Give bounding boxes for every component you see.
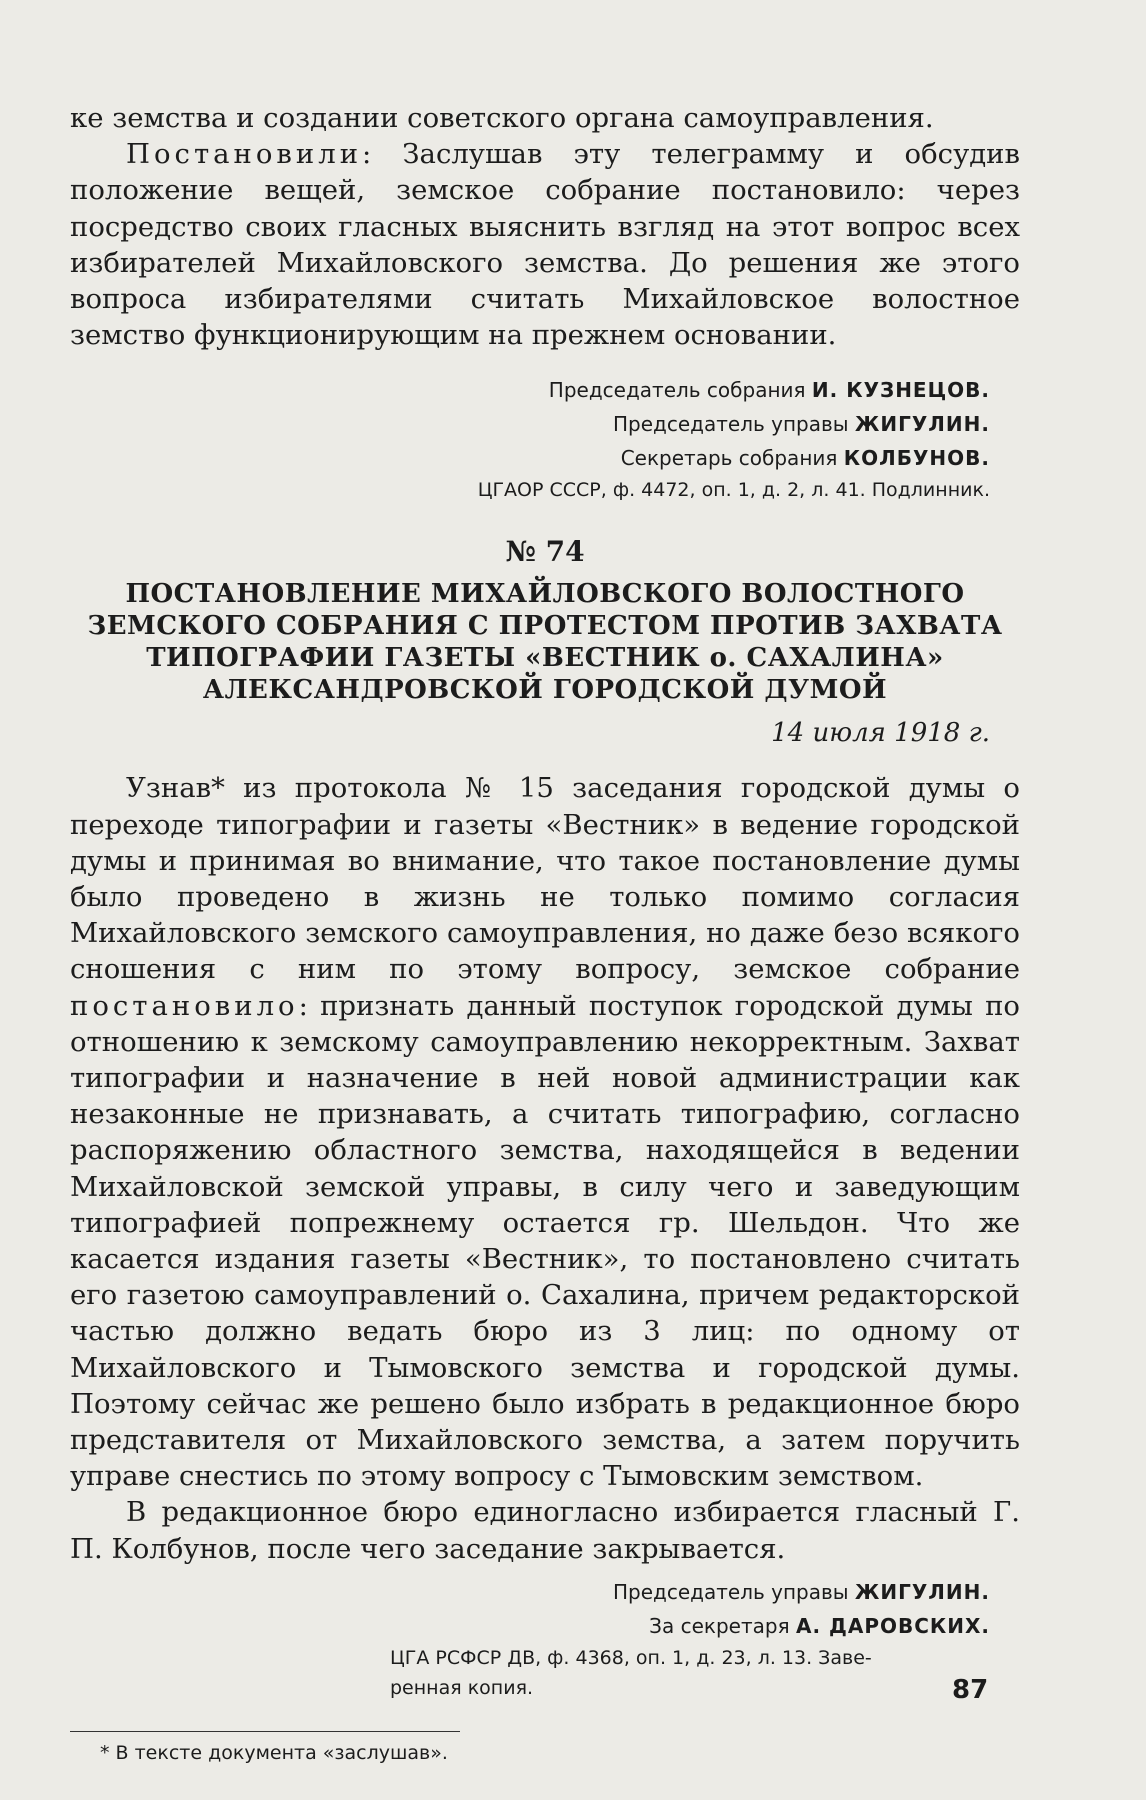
main-paragraph: Узнав* из протокола № 15 заседания городской думы о переходе типографии и газеты «Вестник» в ведение городской думы и принимая во внимание, что такое постановление думы было проведено в жизнь не только помимо согласия Михайловского земского самоуправления, но даже безо всякого сношения с ним по этому вопросу, земское собрание постановило: признать данный поступок городской думы по отношению к земскому самоуправлению некорректным. Захват типографии и назначение в ней новой администрации как незаконные не признавать, а считать типографию, согласно распоряжению областного земства, находящейся в ведении Михайловской земской управы, в силу чего и заведующим типографией попрежнему остается гр. Шельдон. Что же касается издания газеты «Вестник», то постановлено считать его газетою самоуправлений о. Сахалина, причем редакторской частью должно ведать бюро из 3 лиц: по одному от Михайловского и Тымовского земства и городской думы. Поэтому сейчас же решено было избрать в редакционное бюро представителя от Михайловского земства, а затем поручить управе снестись по этому вопросу с Тымовским земством.: [70, 772, 1020, 1493]
signature-line: За секретаря А. ДАРОВСКИХ.: [649, 1613, 990, 1638]
closing-paragraph: В редакционное бюро единогласно избирается гласный Г. П. Колбунов, после чего заседание закрывается.: [70, 1496, 1020, 1565]
signature-line: Секретарь собрания КОЛБУНОВ.: [620, 446, 990, 471]
page-number: 87: [952, 1675, 989, 1705]
document-page: [70, 100, 1020, 1764]
resolution-keyword: Постановили: [126, 138, 363, 171]
signature-block-2: [70, 1575, 1020, 1643]
continuation-line: ке земства и создании советского органа самоуправления.: [70, 102, 934, 134]
document-date: 14 июля 1918 г.: [771, 718, 990, 749]
signature-line: Председатель собрания И. КУЗНЕЦОВ.: [548, 378, 990, 403]
footnote-divider: [70, 1731, 460, 1732]
document-number: № 74: [505, 535, 585, 569]
archive-reference-2: ЦГА РСФСР ДВ, ф. 4368, оп. 1, д. 23, л. 13. Заве- ренная копия.: [390, 1646, 872, 1699]
signature-line: Председатель управы ЖИГУЛИН.: [612, 1579, 990, 1604]
signature-line: Председатель управы ЖИГУЛИН.: [612, 412, 990, 437]
footnote: * В тексте документа «заслушав».: [100, 1741, 448, 1764]
resolution-text: : Заслушав эту телеграмму и обсудив положение вещей, земское собрание постановило: через посредство своих гласных выяснить взгляд на этот вопрос всех избирателей Михайловского земства. До решения же этого вопроса избирателями считать Михайловское волостное земство функционирующим на прежнем основании.: [70, 138, 1020, 352]
signature-block-1: [70, 373, 1020, 505]
document-title: ПОСТАНОВЛЕНИЕ МИХАЙЛОВСКОГО ВОЛОСТНОГО ЗЕМСКОГО СОБРАНИЯ С ПРОТЕСТОМ ПРОТИВ ЗАХВАТА ТИПОГРАФИИ ГАЗЕТЫ «ВЕСТНИК о. САХАЛИНА» АЛЕКСАНДРОВСКОЙ ГОРОДСКОЙ ДУМОЙ: [87, 579, 1003, 706]
archive-reference-1: ЦГАОР СССР, ф. 4472, оп. 1, д. 2, л. 41. Подлинник.: [477, 479, 990, 502]
resolution-paragraph: [70, 136, 1020, 353]
decision-keyword: постановило: [70, 989, 299, 1022]
